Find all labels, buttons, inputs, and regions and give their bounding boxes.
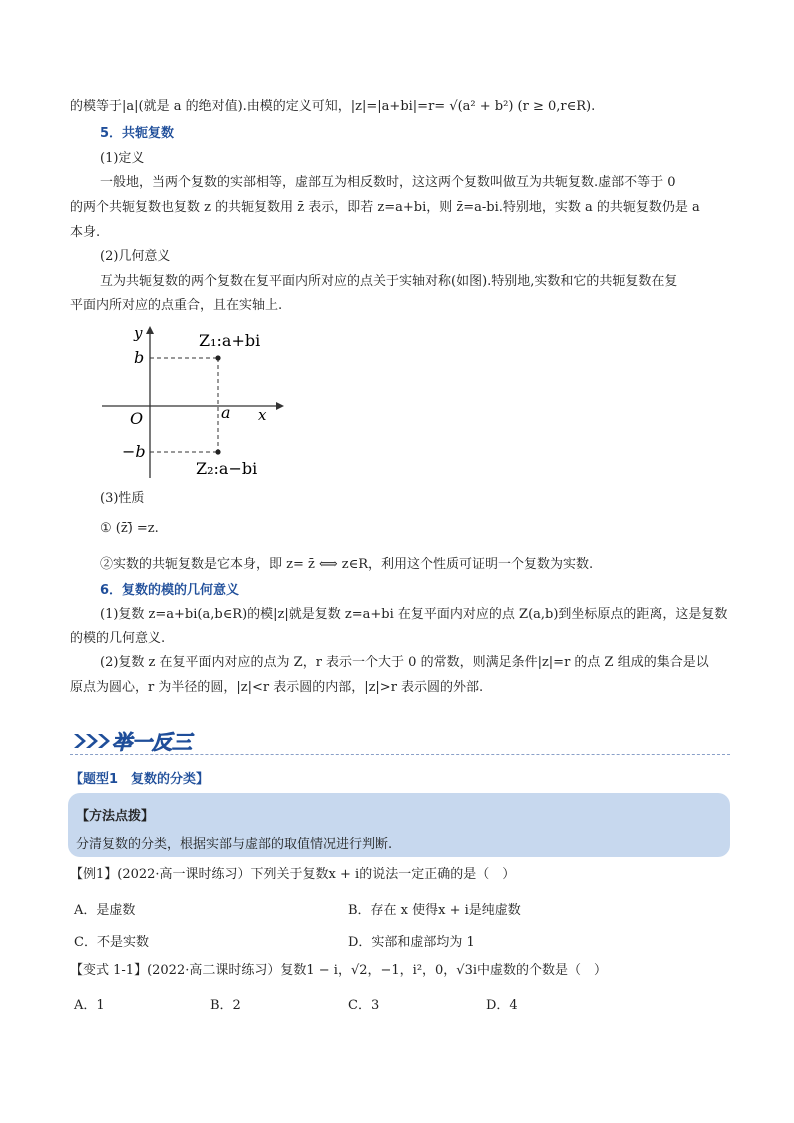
s5-text-line2: 的两个共轭复数也复数 z 的共轭复数用 z̄ 表示，即若 z=a+bi，则 z̄=a-bi.特别地，实数 a 的共轭复数仍是 a <box>70 200 700 215</box>
label-b: b <box>134 348 145 367</box>
variant-1-1-option-b: B．2 <box>210 998 241 1013</box>
label-z2: Z₂:a−bi <box>196 459 258 478</box>
example-1-option-b: B．存在 x 使得x + i是纯虚数 <box>348 903 521 918</box>
label-x: x <box>258 406 267 424</box>
s6-line1b: 的模的几何意义. <box>70 631 166 646</box>
method-body: 分清复数的分类，根据实部与虚部的取值情况进行判断. <box>76 837 393 852</box>
chevron-icon <box>98 734 110 748</box>
label-z1: Z₁:a+bi <box>199 331 261 350</box>
s5-geometry-line2: 平面内所对应的点重合，且在实轴上. <box>70 298 283 313</box>
s5-property-1: ① (z̄)̄ =z. <box>100 521 159 536</box>
point-z1 <box>215 355 220 360</box>
type1-heading <box>70 768 209 787</box>
variant-1-1-option-a: A．1 <box>74 998 105 1013</box>
s5-property-2: ②实数的共轭复数是它本身，即 z= z̄ ⟺ z∈R，利用这个性质可证明一个复数为实数. <box>100 557 594 572</box>
example-1-question: 【例1】(2022·高一课时练习）下列关于复数x + i的说法一定正确的是（ ） <box>70 867 516 882</box>
s5-text-line3: 本身. <box>70 225 101 240</box>
point-z2 <box>215 449 220 454</box>
variant-1-1-option-c: C．3 <box>348 998 380 1013</box>
divider <box>70 754 730 755</box>
s6-line2a: (2)复数 z 在复平面内对应的点为 Z，r 表示一个大于 0 的常数，则满足条件|z|=r 的点 Z 组成的集合是以 <box>100 655 709 670</box>
y-axis-arrow <box>146 326 154 334</box>
s6-line2b: 原点为圆心，r 为半径的圆，|z|<r 表示圆的内部，|z|>r 表示圆的外部. <box>70 680 484 695</box>
s6-line1a: (1)复数 z=a+bi(a,b∈R)的模|z|就是复数 z=a+bi 在复平面内对应的点 Z(a,b)到坐标原点的距离，这是复数 <box>100 607 728 622</box>
example-1-option-a: A．是虚数 <box>74 903 136 918</box>
conjugate-diagram <box>98 322 288 480</box>
x-axis-arrow <box>276 402 284 410</box>
practice-banner <box>72 728 212 754</box>
section-6-title: 6．复数的模的几何意义 <box>100 583 240 598</box>
example-1-option-c: C．不是实数 <box>74 935 149 950</box>
s5-text-line1: 一般地，当两个复数的实部相等，虚部互为相反数时，这这两个复数叫做互为共轭复数.虚部不等于 0 <box>100 175 676 190</box>
example-1-option-d: D．实部和虚部均为 1 <box>348 935 475 950</box>
banner-text: 举一反三 <box>112 730 192 754</box>
s5-geometry-heading: (2)几何意义 <box>100 249 171 264</box>
label-origin: O <box>130 409 144 428</box>
variant-1-1-option-d: D．4 <box>486 998 518 1013</box>
chevron-icon <box>74 734 86 748</box>
variant-1-1-question: 【变式 1-1】(2022·高二课时练习）复数1 − i，√2，−1，i²，0，√3i中虚数的个数是（ ） <box>70 963 608 978</box>
method-title: 【方法点拨】 <box>76 809 155 824</box>
chevron-icon <box>86 734 98 748</box>
paragraph-modulus: 的模等于|a|(就是 a 的绝对值).由模的定义可知，|z|=|a+bi|=r= √(a² + b²) (r ≥ 0,r∈R). <box>70 99 596 114</box>
s5-geometry-line1: 互为共轭复数的两个复数在复平面内所对应的点关于实轴对称(如图).特别地,实数和它的共轭复数在复 <box>100 274 678 289</box>
section-5-title: 5．共轭复数 <box>100 126 175 141</box>
method-box <box>68 793 730 857</box>
s5-property-heading: (3)性质 <box>100 491 145 506</box>
s5-definition-heading: (1)定义 <box>100 151 145 166</box>
type1-label: 【题型1 复数的分类】 <box>70 772 210 787</box>
label-y: y <box>134 324 143 342</box>
label-neg-b: −b <box>122 442 146 461</box>
label-a: a <box>221 403 231 422</box>
